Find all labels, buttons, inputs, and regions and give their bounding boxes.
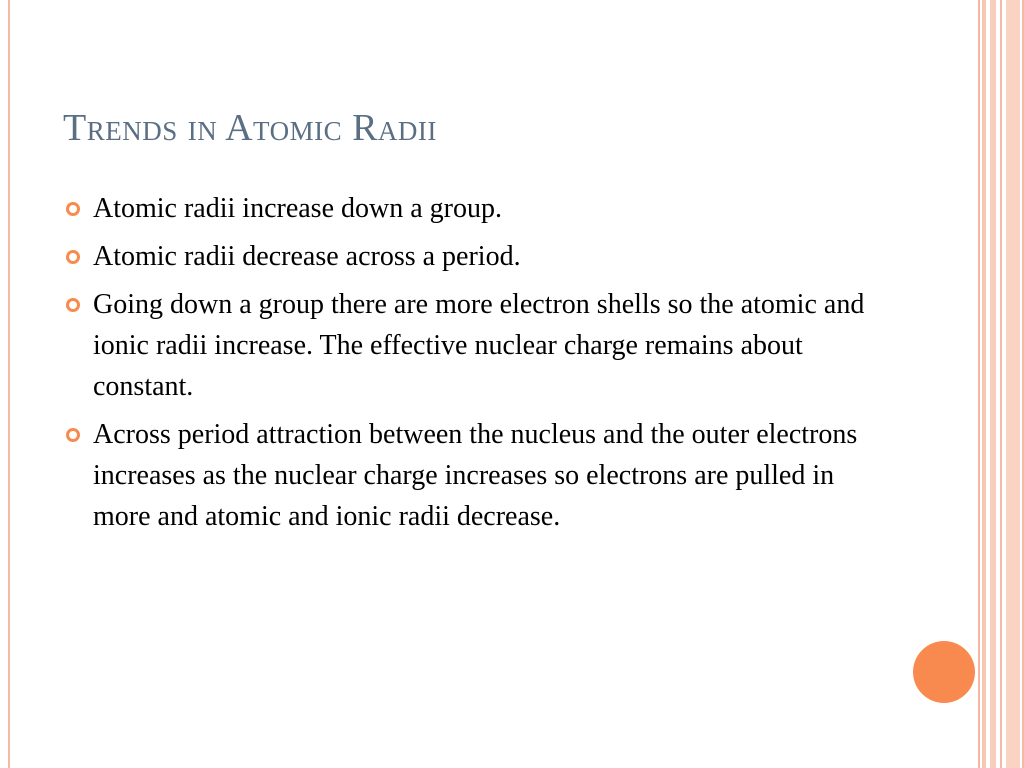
bullet-item bbox=[66, 414, 886, 537]
bullet-circle-icon bbox=[66, 202, 80, 216]
stripe bbox=[990, 0, 996, 768]
stripe bbox=[978, 0, 980, 768]
bullet-item bbox=[66, 188, 886, 229]
bullet-item bbox=[66, 284, 886, 407]
bullet-item bbox=[66, 236, 886, 277]
stripe bbox=[1006, 0, 1020, 768]
decorative-orange-circle bbox=[913, 641, 975, 703]
bullet-list bbox=[66, 188, 886, 544]
bullet-text: Across period attraction between the nucleus and the outer electrons increases as the nuclear charge increases so electrons are pulled in more and atomic and ionic radii decrease. bbox=[93, 419, 858, 532]
bullet-circle-icon bbox=[66, 428, 80, 442]
bullet-text: Going down a group there are more electron shells so the atomic and ionic radii increase. The effective nuclear charge remains about constant. bbox=[93, 289, 865, 402]
right-decorative-stripes bbox=[978, 0, 1024, 768]
bullet-text: Atomic radii decrease across a period. bbox=[93, 241, 521, 272]
stripe bbox=[1000, 0, 1002, 768]
left-border-line bbox=[8, 0, 10, 768]
bullet-text: Atomic radii increase down a group. bbox=[93, 193, 502, 224]
bullet-circle-icon bbox=[66, 250, 80, 264]
bullet-circle-icon bbox=[66, 298, 80, 312]
stripe bbox=[982, 0, 986, 768]
slide-title: Trends in Atomic Radii bbox=[63, 107, 437, 149]
